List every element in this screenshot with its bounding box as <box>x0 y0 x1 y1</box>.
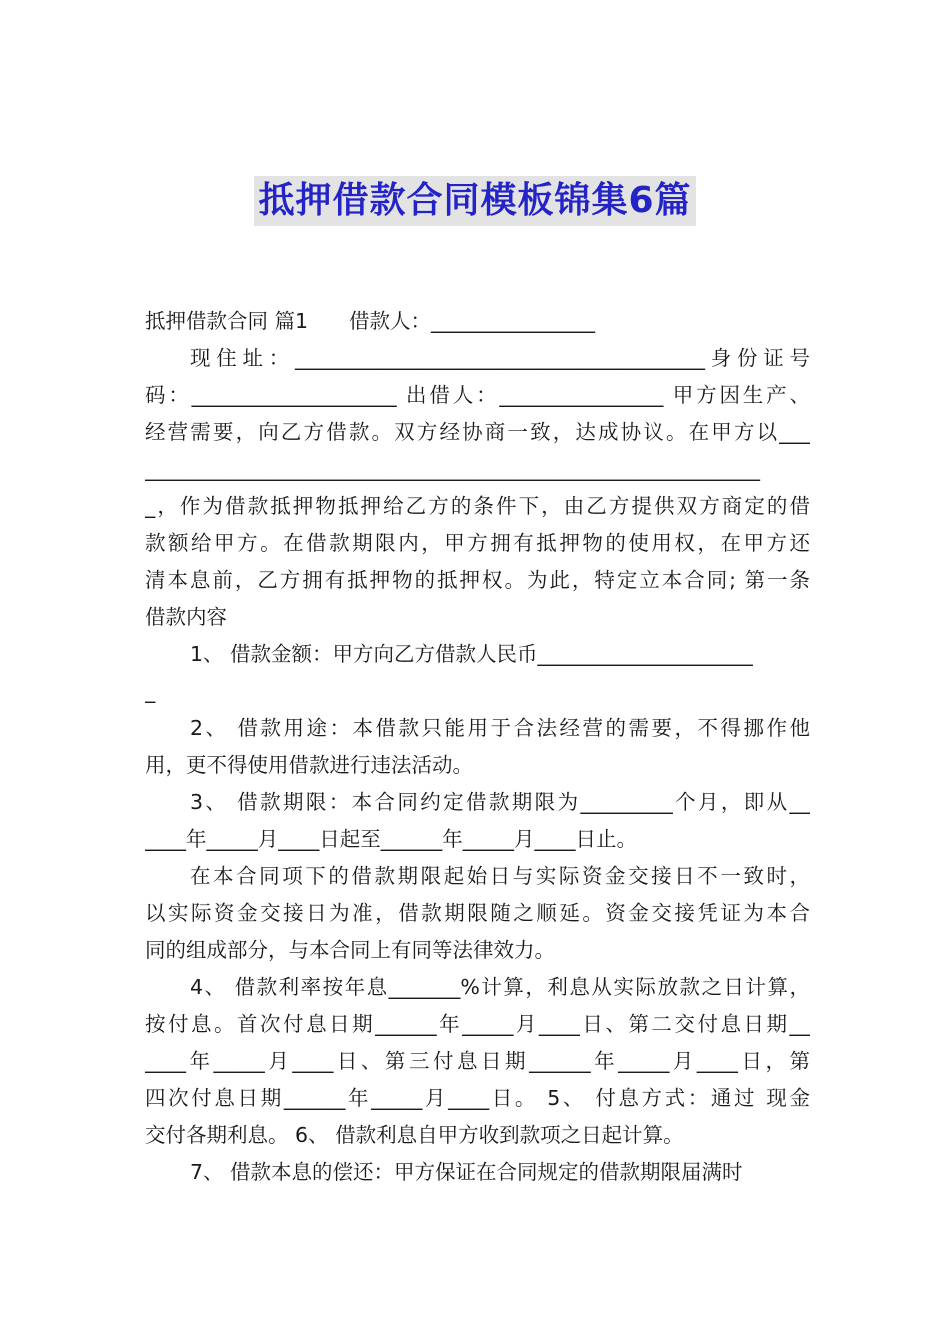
line-22: 四次付息日期______年_____月____日。 5、 付息方式：通过 现金 <box>145 1086 810 1110</box>
line-19: 4、 借款利率按年息_______%计算，利息从实际放款之日计算， <box>190 975 810 999</box>
line-1: 抵押借款合同 篇1 借款人：________________ <box>145 309 596 333</box>
line-15: ____年_____月____日起至______年_____月____日止。 <box>145 827 637 851</box>
line-8: 清本息前，乙方拥有抵押物的抵押权。为此，特定立本合同; 第一条 <box>145 568 810 592</box>
title-container <box>0 176 950 226</box>
line-23: 交付各期利息。 6、 借款利息自甲方收到款项之日起计算。 <box>145 1123 684 1147</box>
line-18: 同的组成部分，与本合同上有同等法律效力。 <box>145 938 555 962</box>
line-21: ____年_____月____日、第三付息日期______年_____月____日，第 <box>145 1049 810 1073</box>
line-12: 2、 借款用途：本借款只能用于合法经营的需要，不得挪作他 <box>190 716 810 740</box>
line-4: 经营需要，向乙方借款。双方经协商一致，达成协议。在甲方以___ <box>145 420 810 444</box>
line-14: 3、 借款期限：本合同约定借款期限为_________个月，即从__ <box>190 790 810 814</box>
document-body <box>145 303 810 1191</box>
line-10: 1、 借款金额：甲方向乙方借款人民币_____________________ <box>190 642 753 666</box>
line-16: 在本合同项下的借款期限起始日与实际资金交接日不一致时， <box>190 864 810 888</box>
line-7: 款额给甲方。在借款期限内，甲方拥有抵押物的使用权，在甲方还 <box>145 531 810 555</box>
line-11: _ <box>145 679 156 703</box>
line-17: 以实际资金交接日为准，借款期限随之顺延。资金交接凭证为本合 <box>145 901 810 925</box>
line-13: 用，更不得使用借款进行违法活动。 <box>145 753 473 777</box>
document-title: 抵押借款合同模板锦集6篇 <box>254 176 695 226</box>
line-5: ____________________________________________________________ <box>145 457 760 481</box>
line-9: 借款内容 <box>145 605 227 629</box>
line-2: 现住址：________________________________________身份证号 <box>190 346 810 370</box>
line-6: _，作为借款抵押物抵押给乙方的条件下，由乙方提供双方商定的借 <box>145 494 810 518</box>
line-3: 码：____________________ 出借人：________________ 甲方因生产、 <box>145 383 810 407</box>
line-20: 按付息。首次付息日期______年_____月____日、第二交付息日期__ <box>145 1012 810 1036</box>
line-24: 7、 借款本息的偿还：甲方保证在合同规定的借款期限届满时 <box>190 1160 743 1184</box>
